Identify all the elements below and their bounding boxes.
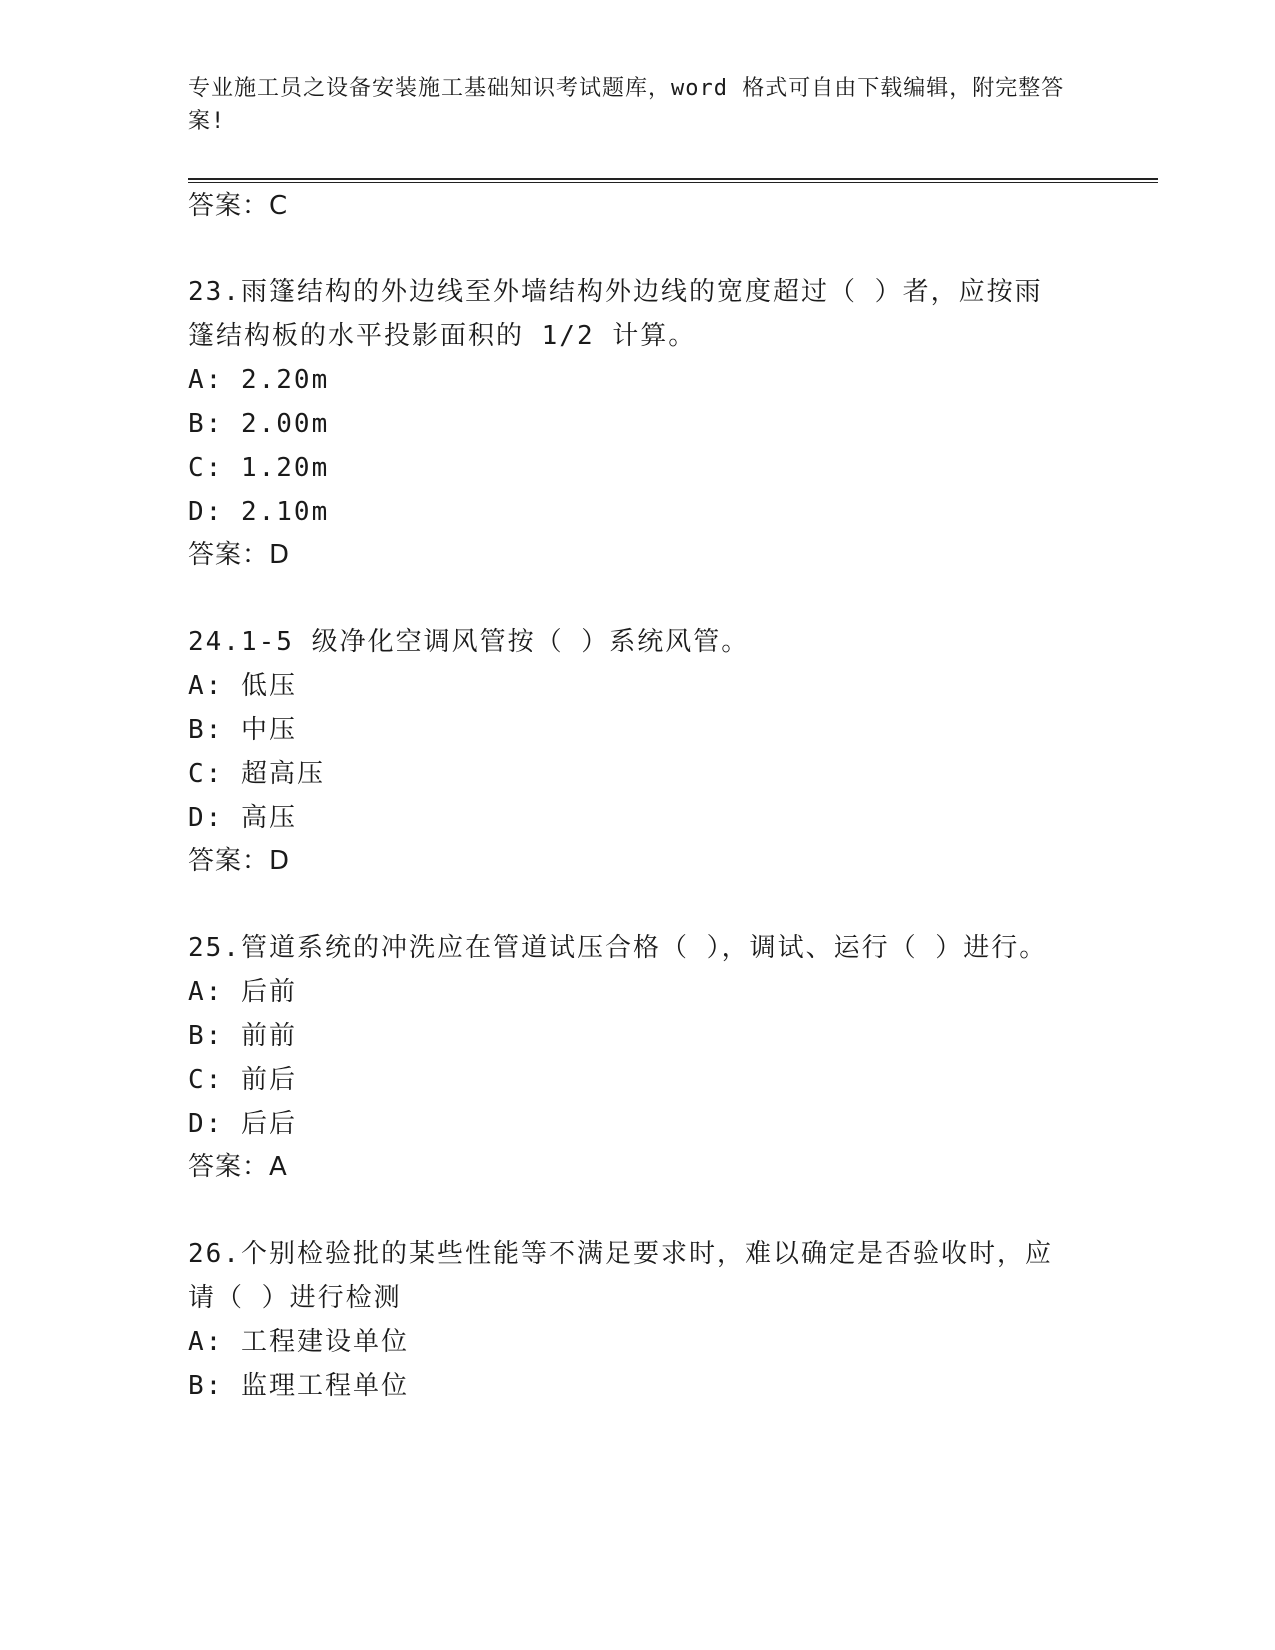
question-24-option-b: B: 中压 [188, 715, 297, 745]
question-23-option-c: C: 1.20m [188, 453, 330, 483]
question-25-option-b: B: 前前 [188, 1021, 297, 1051]
question-24-option-d: D: 高压 [188, 803, 297, 833]
question-25-stem-line-1: 25.管道系统的冲洗应在管道试压合格（ ），调试、运行（ ）进行。 [188, 933, 1048, 963]
page-header-text: 专业施工员之设备安装施工基础知识考试题库，word 格式可自由下载编辑，附完整答案! [188, 76, 1065, 134]
question-26-option-b: B: 监理工程单位 [188, 1371, 409, 1401]
question-23-answer: 答案：D [188, 540, 291, 570]
question-24-answer: 答案：D [188, 846, 291, 876]
question-23-option-a: A: 2.20m [188, 365, 330, 395]
question-25-option-a: A: 后前 [188, 977, 297, 1007]
question-23-option-b: B: 2.00m [188, 409, 330, 439]
question-23-stem-line-1: 23.雨篷结构的外边线至外墙结构外边线的宽度超过（ ）者，应按雨 [188, 277, 1043, 307]
question-23-option-d: D: 2.10m [188, 497, 330, 527]
question-24-option-c: C: 超高压 [188, 759, 325, 789]
question-24-stem-line-1: 24.1-5 级净化空调风管按（ ）系统风管。 [188, 627, 750, 657]
question-26-stem-line-2: 请（ ）进行检测 [188, 1283, 402, 1313]
question-23-stem-line-2: 篷结构板的水平投影面积的 1/2 计算。 [188, 321, 697, 351]
header-double-rule [188, 178, 1158, 183]
question-26-option-a: A: 工程建设单位 [188, 1327, 409, 1357]
question-24-option-a: A: 低压 [188, 671, 297, 701]
question-25-option-c: C: 前后 [188, 1065, 297, 1095]
question-25-option-d: D: 后后 [188, 1109, 297, 1139]
question-26-stem-line-1: 26.个别检验批的某些性能等不满足要求时，难以确定是否验收时，应 [188, 1239, 1053, 1269]
question-25-answer: 答案：A [188, 1152, 288, 1182]
answer-line: 答案：C [188, 191, 289, 221]
